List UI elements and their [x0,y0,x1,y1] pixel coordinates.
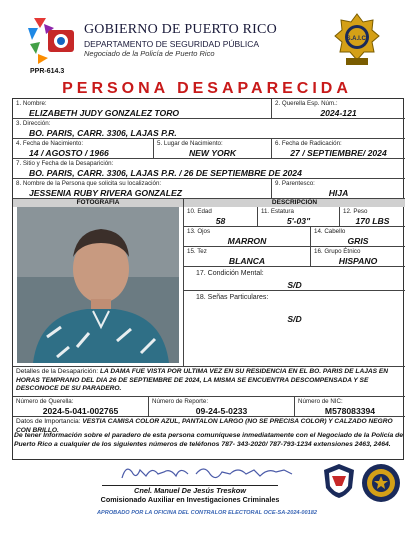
government-heading [84,22,314,58]
field-sitio-fecha [13,159,405,179]
condicion-mental-value: S/D [287,280,302,290]
parentesco-value: HIJA [328,188,349,198]
numero-querella-value: 2024-5-041-002765 [42,406,119,416]
tez-value: BLANCA [228,256,266,266]
tez-label: 15. Tez [187,248,207,255]
field-estatura [258,207,339,227]
missing-person-form [12,98,404,460]
field-parentesco [272,179,405,199]
page-title [0,80,414,98]
contact-notice: De tener Información sobre el paradero de esta persona comuníquese inmediatamente con el Negociado de la Policía de Puerto Rico a cualquier de los siguientes números de teléfonos 787- 343-2020/ 787-793-1234 extensiones 2463, 2464. [14,432,404,448]
field-numero-querella [13,397,148,417]
field-querella-esp [272,99,405,119]
numero-ncic-label: Número de NIC: [298,398,343,405]
person-portrait-icon [17,207,179,363]
field-fecha-nacimiento [13,139,153,159]
signer-name: Cnel. Manuel De Jesús Treskow [134,486,246,495]
solicitante-label: 8. Nombre de la Persona que solicita su localización: [16,180,162,187]
field-condicion-mental [184,267,405,291]
peso-label: 12. Peso [343,208,368,215]
sitio-fecha-value: BO. PARIS, CARR. 3306, LAJAS P.R. / 26 DE SEPTIEMBRE DE 2024 [29,168,302,178]
fecha-nacimiento-label: 4. Fecha de Nacimiento: [16,140,84,147]
ojos-label: 13. Ojos [187,228,211,235]
field-tez [184,247,310,267]
senas-particulares-label: 18. Señas Particulares: [196,294,269,301]
direccion-label: 3. Dirección: [16,120,51,127]
lugar-nacimiento-value: NEW YORK [188,148,237,158]
field-numero-reporte [149,397,294,417]
header [0,0,414,80]
numero-reporte-value: 09-24-5-0233 [195,406,248,416]
estatura-value: 5'-03" [286,216,311,226]
description-header: DESCRIPCIÓN [184,199,405,207]
negociado-name: Negociado de la Policía de Puerto Rico [84,49,215,58]
datos-importancia-text: VESTIA CAMISA COLOR AZUL, PANTALON LARGO (NO SE PRECISA COLOR) Y CALZADO NEGRO CON BRILLO. [16,418,393,434]
condicion-mental-label: 17. Condición Mental: [196,270,264,277]
form-code: PPR-614.3 [30,68,65,75]
field-grupo-etnico [311,247,405,267]
edad-label: 10. Edad [187,208,212,215]
field-cabello [311,227,405,247]
missing-person-photo [17,207,179,363]
fecha-radicacion-value: 27 / SEPTIEMBRE/ 2024 [290,148,387,158]
cabello-label: 14. Cabello [314,228,346,235]
approval-footnote: APROBADO POR LA OFICINA DEL CONTRALOR ELECTORAL OCE-SA-2024-00182 [97,510,317,516]
numero-reporte-label: Número de Reporte: [152,398,209,405]
detalles-label: Detalles de la Desaparición: [16,368,99,375]
fecha-nacimiento-value: 14 / AGOSTO / 1966 [29,148,109,158]
solicitante-value: JESSENIA RUBY RIVERA GONZALEZ [29,188,182,198]
edad-value: 58 [215,216,226,226]
field-peso [340,207,405,227]
field-lugar-nacimiento [154,139,271,159]
ojos-value: MARRON [227,236,267,246]
grupo-etnico-value: HISPANO [338,256,378,266]
nombre-label: 1. Nombre: [16,100,47,107]
title-text: PERSONA DESAPARECIDA [62,80,352,97]
field-ojos [184,227,310,247]
numero-querella-label: Número de Querella: [16,398,74,405]
peso-value: 170 LBS [355,216,390,226]
signer-title: Comisionado Auxiliar en Investigaciones Criminales [100,495,280,504]
field-nombre [13,99,271,119]
field-numero-ncic [295,397,405,417]
estatura-label: 11. Estatura [261,208,294,215]
signature-block [80,462,300,504]
field-senas-particulares [184,291,405,367]
puerto-rico-government-logo [24,14,80,66]
department-seal-icon [360,462,402,504]
government-title: GOBIERNO DE PUERTO RICO [84,22,277,37]
cabello-value: GRIS [347,236,369,246]
field-direccion [13,119,405,139]
field-fecha-radicacion [272,139,405,159]
badge-text: S.A.I.C. [346,36,368,42]
numero-ncic-value: M578083394 [324,406,376,416]
photo-header: FOTOGRAFÍA [13,199,183,207]
nombre-value: ELIZABETH JUDY GONZALEZ TORO [29,108,180,118]
field-solicitante [13,179,271,199]
senas-particulares-value: S/D [287,314,302,324]
sitio-fecha-label: 7. Sitio y Fecha de la Desaparición: [16,160,114,167]
department-name: DEPARTAMENTO DE SEGURIDAD PÚBLICA [84,39,260,49]
police-shield-icon [320,462,358,500]
datos-importancia-label: Datos de Importancia: [16,418,81,425]
saic-badge-icon [334,12,380,68]
fecha-radicacion-label: 6. Fecha de Radicación: [275,140,342,147]
field-detalles [13,367,405,397]
field-edad [184,207,257,227]
querella-esp-value: 2024-121 [320,108,357,118]
handwritten-signature [118,462,298,484]
detalles-text: LA DAMA FUE VISTA POR ULTIMA VEZ EN SU RESIDENCIA EN EL BO. PARIS DE LAJAS EN HORAS TEMPRANO DEL DIA 26 DE SEPTIEMBRE DE 2024, LA MISMA SE ENCUENTRA DESCOMPENSADA Y SE DESCONOCE DE SU PARADERO. [16,368,389,392]
lugar-nacimiento-label: 5. Lugar de Nacimiento: [157,140,223,147]
detalles-block [13,367,405,395]
direccion-value: BO. PARIS, CARR. 3306, LAJAS P.R. [29,128,177,138]
grupo-etnico-label: 16. Grupo Étnico [314,248,361,255]
querella-esp-label: 2. Querella Esp. Núm.: [275,100,338,107]
parentesco-label: 9. Parentesco: [275,180,315,187]
